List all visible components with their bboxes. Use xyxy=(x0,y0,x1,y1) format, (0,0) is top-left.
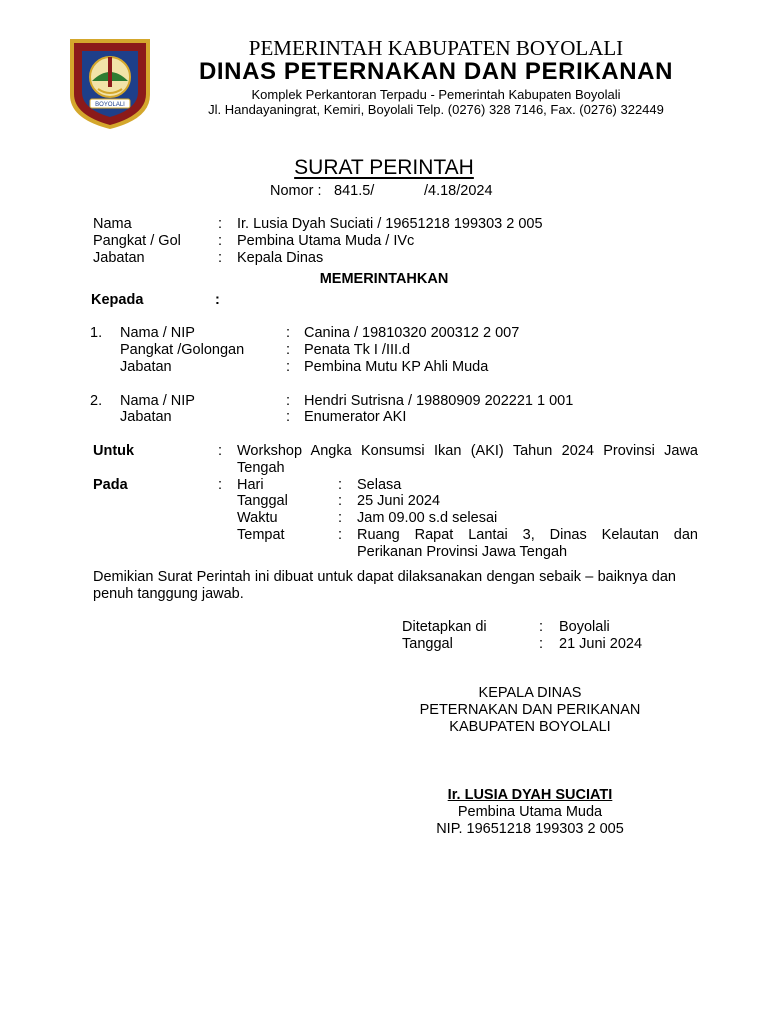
colon: : xyxy=(218,477,223,493)
pada-row-value: Ruang Rapat Lantai 3, Dinas Kelautan dan Perikanan Provinsi Jawa Tengah xyxy=(357,527,698,560)
person-label: Nama / NIP xyxy=(120,393,195,409)
person-label: Jabatan xyxy=(120,359,172,375)
header-agency: DINAS PETERNAKAN DAN PERIKANAN xyxy=(198,58,674,85)
pada-row-label: Waktu xyxy=(237,510,278,526)
closing-paragraph: Demikian Surat Perintah ini dibuat untuk dapat dilaksanakan dengan sebaik – baiknya dan penuh tanggung jawab. xyxy=(93,569,676,602)
logo-text: BOYOLALI xyxy=(95,102,125,108)
person-value: Pembina Mutu KP Ahli Muda xyxy=(304,359,489,375)
colon: : xyxy=(338,510,343,526)
person-number: 1. xyxy=(90,325,103,341)
header-address: Jl. Handayaningrat, Kemiri, Boyolali Telp. (0276) 328 7146, Fax. (0276) 322449 xyxy=(208,102,664,117)
person-value: Penata Tk I /III.d xyxy=(304,342,411,358)
person-value: Enumerator AKI xyxy=(304,409,407,425)
person-number: 2. xyxy=(90,393,103,409)
colon: : xyxy=(218,216,223,232)
colon: : xyxy=(218,443,223,459)
person-label: Nama / NIP xyxy=(120,325,195,341)
colon: : xyxy=(215,292,220,308)
regency-logo xyxy=(68,37,152,131)
colon: : xyxy=(286,393,291,409)
issuer-label: Jabatan xyxy=(93,250,145,266)
header-complex: Komplek Perkantoran Terpadu - Pemerintah Kabupaten Boyolali xyxy=(251,87,621,102)
signatory-rank: Pembina Utama Muda xyxy=(457,804,603,820)
ditetapkan-value: 21 Juni 2024 xyxy=(559,636,643,652)
kepada-label: Kepada xyxy=(91,292,144,308)
ditetapkan-value: Boyolali xyxy=(559,619,610,635)
header-government: PEMERINTAH KABUPATEN BOYOLALI xyxy=(248,36,624,60)
letter-title: SURAT PERINTAH xyxy=(294,156,474,179)
pada-row-value: 25 Juni 2024 xyxy=(357,493,441,509)
colon: : xyxy=(218,250,223,266)
ditetapkan-label: Ditetapkan di xyxy=(402,619,487,635)
issuer-label: Nama xyxy=(93,216,132,232)
untuk-text: Workshop Angka Konsumsi Ikan (AKI) Tahun 2024 Provinsi Jawa Tengah xyxy=(237,443,698,476)
ditetapkan-label: Tanggal xyxy=(402,636,453,652)
nomor-label: Nomor : xyxy=(270,183,322,199)
colon: : xyxy=(539,619,544,635)
nomor-prefix: 841.5/ xyxy=(334,183,375,199)
colon: : xyxy=(338,527,343,543)
person-value: Canina / 19810320 200312 2 007 xyxy=(304,325,520,341)
pada-row-value: Jam 09.00 s.d selesai xyxy=(357,510,498,526)
colon: : xyxy=(338,493,343,509)
person-label: Pangkat /Golongan xyxy=(120,342,245,358)
pada-row-label: Hari xyxy=(237,477,264,493)
colon: : xyxy=(286,409,291,425)
person-label: Jabatan xyxy=(120,409,172,425)
signature-title: PETERNAKAN DAN PERIKANAN xyxy=(419,702,641,718)
pada-row-label: Tempat xyxy=(237,527,285,543)
colon: : xyxy=(286,325,291,341)
command-heading: MEMERINTAHKAN xyxy=(319,271,449,287)
issuer-value: Kepala Dinas xyxy=(237,250,324,266)
signatory-name: Ir. LUSIA DYAH SUCIATI xyxy=(447,787,613,803)
issuer-value: Pembina Utama Muda / IVc xyxy=(237,233,415,249)
signature-title: KABUPATEN BOYOLALI xyxy=(449,719,611,735)
pada-label: Pada xyxy=(93,477,128,493)
untuk-label: Untuk xyxy=(93,443,135,459)
pada-row-value: Selasa xyxy=(357,477,402,493)
person-value: Hendri Sutrisna / 19880909 202221 1 001 xyxy=(304,393,574,409)
issuer-label: Pangkat / Gol xyxy=(93,233,181,249)
colon: : xyxy=(218,233,223,249)
colon: : xyxy=(539,636,544,652)
colon: : xyxy=(338,477,343,493)
pada-row-label: Tanggal xyxy=(237,493,288,509)
signatory-nip: NIP. 19651218 199303 2 005 xyxy=(436,821,624,837)
colon: : xyxy=(286,359,291,375)
issuer-value: Ir. Lusia Dyah Suciati / 19651218 199303 2 005 xyxy=(237,216,543,232)
colon: : xyxy=(286,342,291,358)
signature-title: KEPALA DINAS xyxy=(478,685,582,701)
nomor-suffix: /4.18/2024 xyxy=(424,183,493,199)
